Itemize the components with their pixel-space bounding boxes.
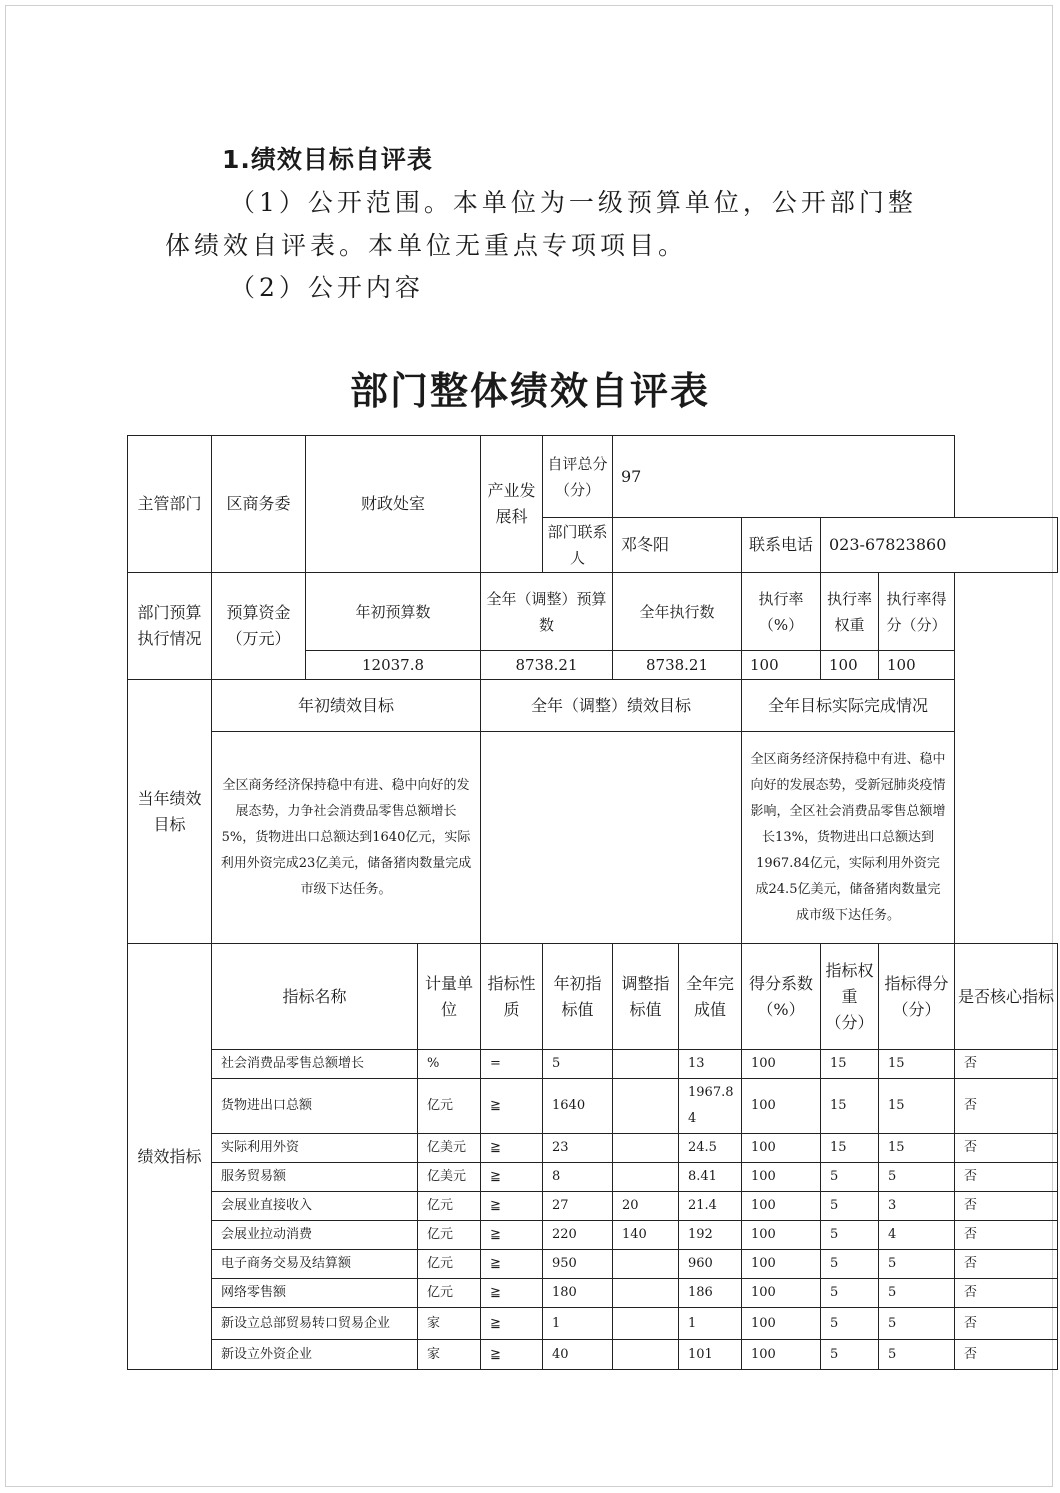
- ind-coef: 100: [742, 1079, 821, 1134]
- ind-initial: 23: [543, 1134, 613, 1163]
- ind-name: 网络零售额: [212, 1279, 418, 1308]
- table-row: [128, 1279, 1058, 1308]
- ind-unit: 亿元: [418, 1192, 481, 1221]
- ind-score: 5: [879, 1340, 955, 1370]
- ind-score: 5: [879, 1308, 955, 1340]
- ind-name: 新设立外资企业: [212, 1340, 418, 1370]
- table-row: [128, 1079, 1058, 1134]
- ind-initial: 220: [543, 1221, 613, 1250]
- ind-actual: 960: [679, 1250, 742, 1279]
- ind-actual: 13: [679, 1050, 742, 1079]
- table-row: [128, 1340, 1058, 1370]
- ind-score: 5: [879, 1163, 955, 1192]
- office-value: 财政处室: [306, 436, 481, 573]
- budget-col-initial: 年初预算数: [306, 573, 481, 651]
- ind-coef: 100: [742, 1192, 821, 1221]
- budget-weight-value: 100: [821, 651, 879, 680]
- ind-adjusted: [613, 1163, 679, 1192]
- ind-score: 15: [879, 1050, 955, 1079]
- budget-rate-value: 100: [742, 651, 821, 680]
- ind-header-adjusted: 调整指标值: [613, 944, 679, 1050]
- ind-score: 3: [879, 1192, 955, 1221]
- ind-weight: 15: [821, 1134, 879, 1163]
- ind-actual: 192: [679, 1221, 742, 1250]
- ind-core: 否: [955, 1192, 1058, 1221]
- table-row: [128, 1250, 1058, 1279]
- goals-initial-text: 全区商务经济保持稳中有进、稳中向好的发展态势，力争社会消费品零售总额增长5%，货物进出口总额达到1640亿元，实际利用外资完成23亿美元，储备猪肉数量完成市级下达任务。: [212, 732, 481, 944]
- ind-adjusted: [613, 1250, 679, 1279]
- ind-weight: 5: [821, 1279, 879, 1308]
- ind-initial: 27: [543, 1192, 613, 1221]
- ind-initial: 180: [543, 1279, 613, 1308]
- budget-col-adjusted: 全年（调整）预算数: [481, 573, 613, 651]
- ind-name: 货物进出口总额: [212, 1079, 418, 1134]
- ind-core: 否: [955, 1308, 1058, 1340]
- ind-unit: %: [418, 1050, 481, 1079]
- ind-unit: 亿元: [418, 1079, 481, 1134]
- goals-col-initial: 年初绩效目标: [212, 680, 481, 732]
- ind-name: 服务贸易额: [212, 1163, 418, 1192]
- table-row: [128, 1192, 1058, 1221]
- ind-core: 否: [955, 1340, 1058, 1370]
- score-value: 97: [613, 436, 955, 518]
- ind-nature: ≧: [481, 1279, 543, 1308]
- ind-weight: 5: [821, 1221, 879, 1250]
- phone-label: 联系电话: [742, 518, 821, 573]
- ind-header-initial: 年初指标值: [543, 944, 613, 1050]
- ind-actual: 1: [679, 1308, 742, 1340]
- budget-col-weight: 执行率权重: [821, 573, 879, 651]
- ind-adjusted: 140: [613, 1221, 679, 1250]
- budget-executed-value: 8738.21: [613, 651, 742, 680]
- ind-core: 否: [955, 1050, 1058, 1079]
- ind-score: 5: [879, 1279, 955, 1308]
- ind-header-core: 是否核心指标: [955, 944, 1058, 1050]
- ind-initial: 40: [543, 1340, 613, 1370]
- paragraph-scope-line2: 体绩效自评表。本单位无重点专项项目。: [165, 231, 688, 260]
- ind-adjusted: [613, 1079, 679, 1134]
- ind-unit: 家: [418, 1340, 481, 1370]
- goals-adjusted-text: [481, 732, 742, 944]
- budget-col-score: 执行率得分（分）: [879, 573, 955, 651]
- ind-adjusted: 20: [613, 1192, 679, 1221]
- table-row: [128, 1134, 1058, 1163]
- goals-col-actual: 全年目标实际完成情况: [742, 680, 955, 732]
- ind-header-weight: 指标权重（分）: [821, 944, 879, 1050]
- goals-section-label: 当年绩效目标: [128, 680, 212, 944]
- ind-actual: 21.4: [679, 1192, 742, 1221]
- ind-score: 15: [879, 1079, 955, 1134]
- paragraph-content: （2）公开内容: [230, 273, 424, 302]
- table-row: [128, 1050, 1058, 1079]
- ind-nature: =: [481, 1050, 543, 1079]
- ind-coef: 100: [742, 1340, 821, 1370]
- ind-coef: 100: [742, 1163, 821, 1192]
- ind-header-name: 指标名称: [212, 944, 418, 1050]
- ind-actual: 101: [679, 1340, 742, 1370]
- ind-initial: 950: [543, 1250, 613, 1279]
- ind-core: 否: [955, 1163, 1058, 1192]
- ind-name: 社会消费品零售总额增长: [212, 1050, 418, 1079]
- ind-adjusted: [613, 1050, 679, 1079]
- ind-weight: 5: [821, 1308, 879, 1340]
- ind-unit: 亿元: [418, 1221, 481, 1250]
- budget-initial-value: 12037.8: [306, 651, 481, 680]
- table-row: [128, 1163, 1058, 1192]
- ind-nature: ≧: [481, 1192, 543, 1221]
- ind-coef: 100: [742, 1250, 821, 1279]
- ind-nature: ≧: [481, 1250, 543, 1279]
- ind-actual: 8.41: [679, 1163, 742, 1192]
- ind-core: 否: [955, 1134, 1058, 1163]
- ind-name: 电子商务交易及结算额: [212, 1250, 418, 1279]
- budget-section-label: 部门预算执行情况: [128, 573, 212, 680]
- ind-score: 5: [879, 1250, 955, 1279]
- ind-actual: 186: [679, 1279, 742, 1308]
- budget-col-executed: 全年执行数: [613, 573, 742, 651]
- ind-weight: 5: [821, 1163, 879, 1192]
- ind-coef: 100: [742, 1308, 821, 1340]
- ind-coef: 100: [742, 1279, 821, 1308]
- phone-value: 023-67823860: [821, 518, 1058, 573]
- ind-core: 否: [955, 1250, 1058, 1279]
- indicators-section-label: 绩效指标: [128, 944, 212, 1370]
- ind-adjusted: [613, 1308, 679, 1340]
- ind-name: 会展业直接收入: [212, 1192, 418, 1221]
- table-title: 部门整体绩效自评表: [349, 369, 710, 413]
- budget-fund-label: 预算资金（万元）: [212, 573, 306, 680]
- ind-nature: ≧: [481, 1079, 543, 1134]
- ind-unit: 亿元: [418, 1279, 481, 1308]
- ind-core: 否: [955, 1279, 1058, 1308]
- ind-header-score: 指标得分（分）: [879, 944, 955, 1050]
- goals-col-adjusted: 全年（调整）绩效目标: [481, 680, 742, 732]
- ind-initial: 8: [543, 1163, 613, 1192]
- ind-name: 会展业拉动消费: [212, 1221, 418, 1250]
- contact-value: 邓冬阳: [613, 518, 742, 573]
- ind-initial: 1: [543, 1308, 613, 1340]
- paragraph-scope-line1: （1）公开范围。本单位为一级预算单位，公开部门整: [230, 188, 917, 217]
- ind-core: 否: [955, 1079, 1058, 1134]
- ind-weight: 15: [821, 1079, 879, 1134]
- ind-coef: 100: [742, 1050, 821, 1079]
- ind-initial: 5: [543, 1050, 613, 1079]
- ind-header-actual: 全年完成值: [679, 944, 742, 1050]
- goals-actual-text: 全区商务经济保持稳中有进、稳中向好的发展态势，受新冠肺炎疫情影响，全区社会消费品零售总额增长13%，货物进出口总额达到1967.84亿元，实际利用外资完成24.5亿美元，储备猪肉数量完成市级下达任务。: [742, 732, 955, 944]
- ind-header-nature: 指标性质: [481, 944, 543, 1050]
- budget-col-rate: 执行率（%）: [742, 573, 821, 651]
- ind-core: 否: [955, 1221, 1058, 1250]
- ind-weight: 5: [821, 1340, 879, 1370]
- ind-coef: 100: [742, 1134, 821, 1163]
- ind-adjusted: [613, 1134, 679, 1163]
- ind-score: 15: [879, 1134, 955, 1163]
- ind-weight: 15: [821, 1050, 879, 1079]
- ind-header-coef: 得分系数（%）: [742, 944, 821, 1050]
- ind-nature: ≧: [481, 1308, 543, 1340]
- budget-adjusted-value: 8738.21: [481, 651, 613, 680]
- ind-score: 4: [879, 1221, 955, 1250]
- table-row: [128, 1221, 1058, 1250]
- ind-name: 实际利用外资: [212, 1134, 418, 1163]
- ind-unit: 家: [418, 1308, 481, 1340]
- ind-weight: 5: [821, 1250, 879, 1279]
- ind-actual: 24.5: [679, 1134, 742, 1163]
- ind-nature: ≧: [481, 1163, 543, 1192]
- ind-unit: 亿美元: [418, 1134, 481, 1163]
- score-label: 自评总分（分）: [543, 436, 613, 518]
- section-heading: 1.绩效目标自评表: [222, 145, 433, 174]
- ind-weight: 5: [821, 1192, 879, 1221]
- supervisor-label: 主管部门: [128, 436, 212, 573]
- ind-unit: 亿元: [418, 1250, 481, 1279]
- ind-nature: ≧: [481, 1340, 543, 1370]
- table-row: [128, 1308, 1058, 1340]
- ind-coef: 100: [742, 1221, 821, 1250]
- ind-header-unit: 计量单位: [418, 944, 481, 1050]
- supervisor-value: 区商务委: [212, 436, 306, 573]
- ind-name: 新设立总部贸易转口贸易企业: [212, 1308, 418, 1340]
- ind-nature: ≧: [481, 1134, 543, 1163]
- ind-initial: 1640: [543, 1079, 613, 1134]
- ind-adjusted: [613, 1340, 679, 1370]
- industry-value: 产业发展科: [481, 436, 543, 573]
- ind-actual: 1967.84: [679, 1079, 742, 1134]
- budget-score-value: 100: [879, 651, 955, 680]
- ind-nature: ≧: [481, 1221, 543, 1250]
- ind-unit: 亿美元: [418, 1163, 481, 1192]
- contact-label: 部门联系人: [543, 518, 613, 573]
- ind-adjusted: [613, 1279, 679, 1308]
- self-evaluation-table: [127, 435, 1058, 1370]
